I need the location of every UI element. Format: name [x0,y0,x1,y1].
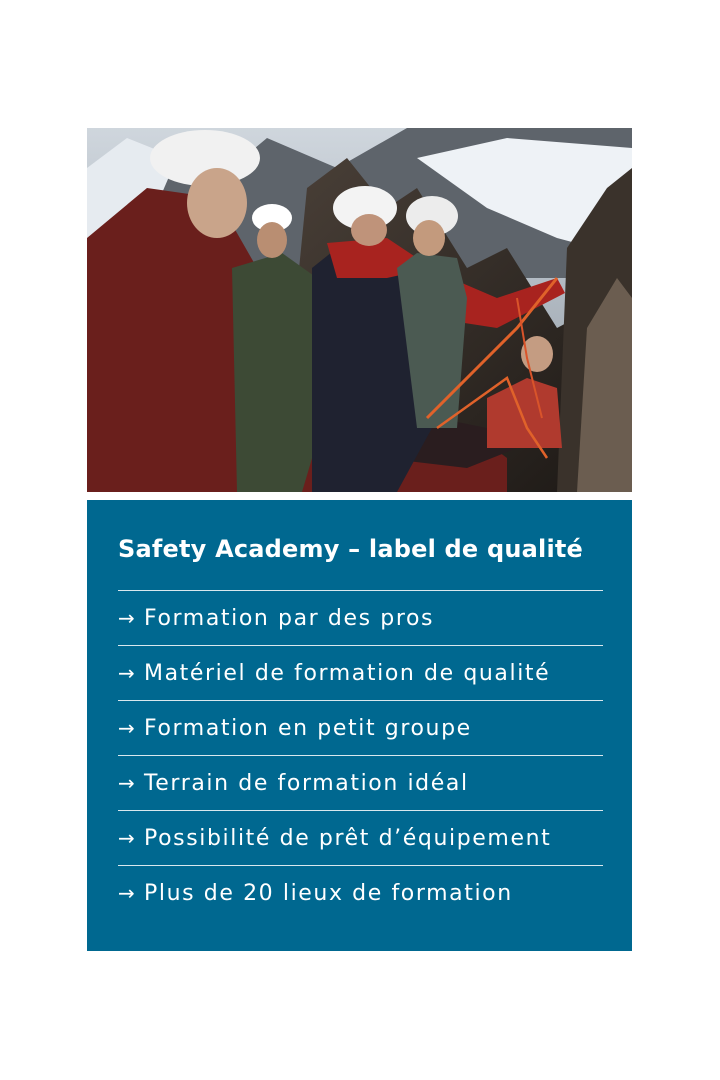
arrow-right-icon: → [118,606,135,630]
list-item [118,591,603,646]
arrow-right-icon: → [118,771,135,795]
list-item-label: Formation par des pros [144,606,435,631]
list-item [118,701,603,756]
arrow-right-icon: → [118,661,135,685]
list-item-label: Plus de 20 lieux de formation [144,881,513,906]
list-item-label: Possibilité de prêt d’équipement [144,826,552,851]
list-item [118,646,603,701]
arrow-right-icon: → [118,881,135,905]
list-item-label: Terrain de formation idéal [144,771,469,796]
list-item [118,811,603,866]
arrow-right-icon: → [118,826,135,850]
panel-title: Safety Academy – label de qualité [118,530,603,591]
list-item [118,756,603,811]
feature-list [118,591,603,921]
climbing-group-photo-icon [87,128,632,492]
list-item-label: Matériel de formation de qualité [144,661,551,686]
list-item [118,866,603,921]
quality-label-panel [87,500,632,951]
list-item-label: Formation en petit groupe [144,716,472,741]
arrow-right-icon: → [118,716,135,740]
hero-photo [87,128,632,492]
